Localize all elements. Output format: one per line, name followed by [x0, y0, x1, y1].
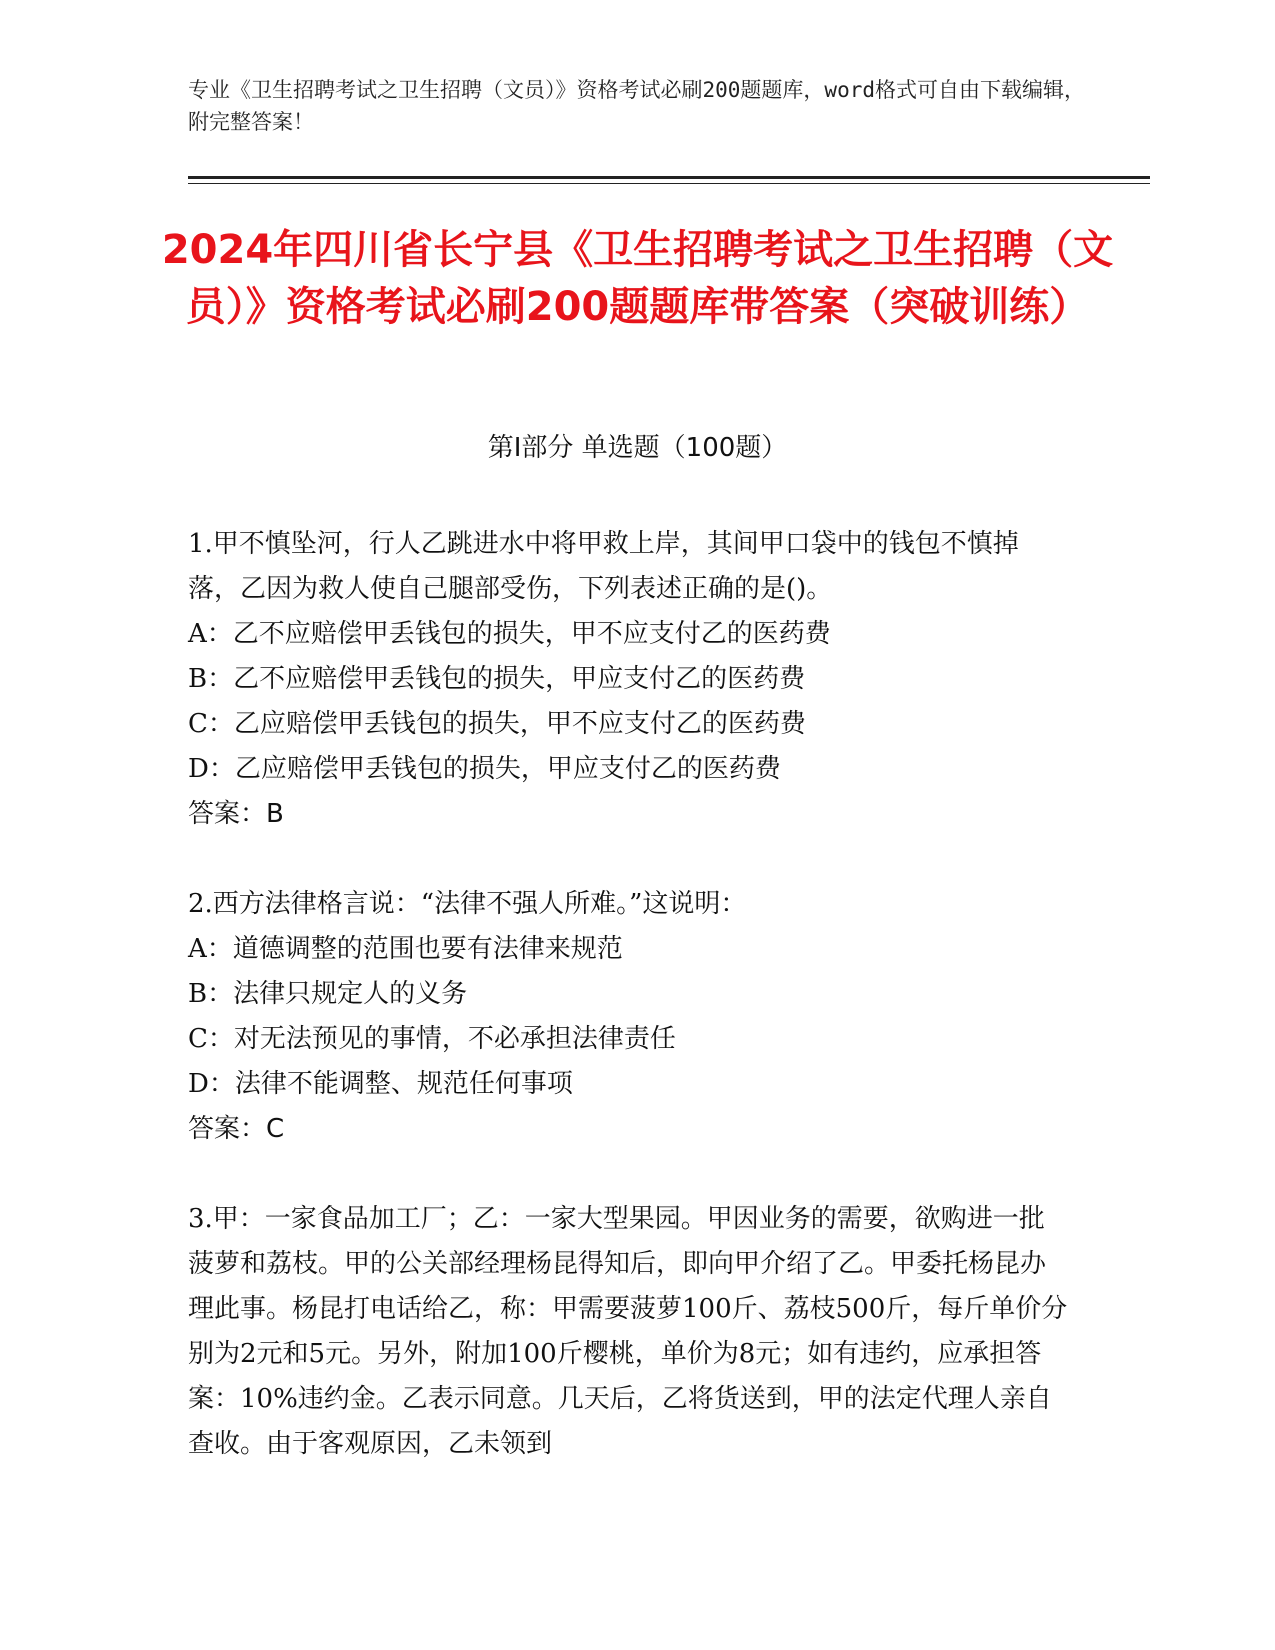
- option-b: B：乙不应赔偿甲丢钱包的损失，甲应支付乙的医药费: [188, 664, 806, 694]
- question-3: [188, 1197, 1068, 1467]
- option-c: C：乙应赔偿甲丢钱包的损失，甲不应支付乙的医药费: [188, 709, 806, 739]
- option-d: D：乙应赔偿甲丢钱包的损失，甲应支付乙的医药费: [188, 754, 781, 784]
- answer: 答案：B: [188, 799, 284, 829]
- question-stem: 3.甲：一家食品加工厂；乙：一家大型果园。甲因业务的需要，欲购进一批菠萝和荔枝。甲的公关部经理杨昆得知后，即向甲介绍了乙。甲委托杨昆办理此事。杨昆打电话给乙，称：甲需要菠萝100斤、荔枝500斤，每斤单价分别为2元和5元。另外，附加100斤樱桃，单价为8元；如有违约，应承担答案：10%违约金。乙表示同意。几天后，乙将货送到，甲的法定代理人亲自查收。由于客观原因，乙未领到: [188, 1204, 1068, 1459]
- question-list: [188, 522, 1068, 1512]
- option-b: B：法律只规定人的义务: [188, 979, 468, 1009]
- question-stem: 2.西方法律格言说：“法律不强人所难。”这说明：: [188, 889, 747, 919]
- question-stem: 1.甲不慎坠河，行人乙跳进水中将甲救上岸，其间甲口袋中的钱包不慎掉落，乙因为救人使自己腿部受伤，下列表述正确的是()。: [188, 529, 1019, 604]
- question-2: [188, 882, 1068, 1152]
- option-a: A：道德调整的范围也要有法律来规范: [188, 934, 623, 964]
- header-rule-thin: [188, 183, 1150, 184]
- option-c: C：对无法预见的事情，不必承担法律责任: [188, 1024, 676, 1054]
- answer: 答案：C: [188, 1114, 285, 1144]
- header-rule-thick: [188, 176, 1150, 179]
- document-title: 2024年四川省长宁县《卫生招聘考试之卫生招聘（文员）》资格考试必刷200题题库带答案（突破训练）: [161, 227, 1114, 330]
- option-a: A：乙不应赔偿甲丢钱包的损失，甲不应支付乙的医药费: [188, 619, 831, 649]
- option-d: D：法律不能调整、规范任何事项: [188, 1069, 573, 1099]
- section-title: 第Ⅰ部分 单选题（100题）: [487, 433, 788, 463]
- question-1: [188, 522, 1068, 837]
- header-note: 专业《卫生招聘考试之卫生招聘（文员）》资格考试必刷200题题库，word格式可自由下载编辑，附完整答案！: [188, 78, 1085, 134]
